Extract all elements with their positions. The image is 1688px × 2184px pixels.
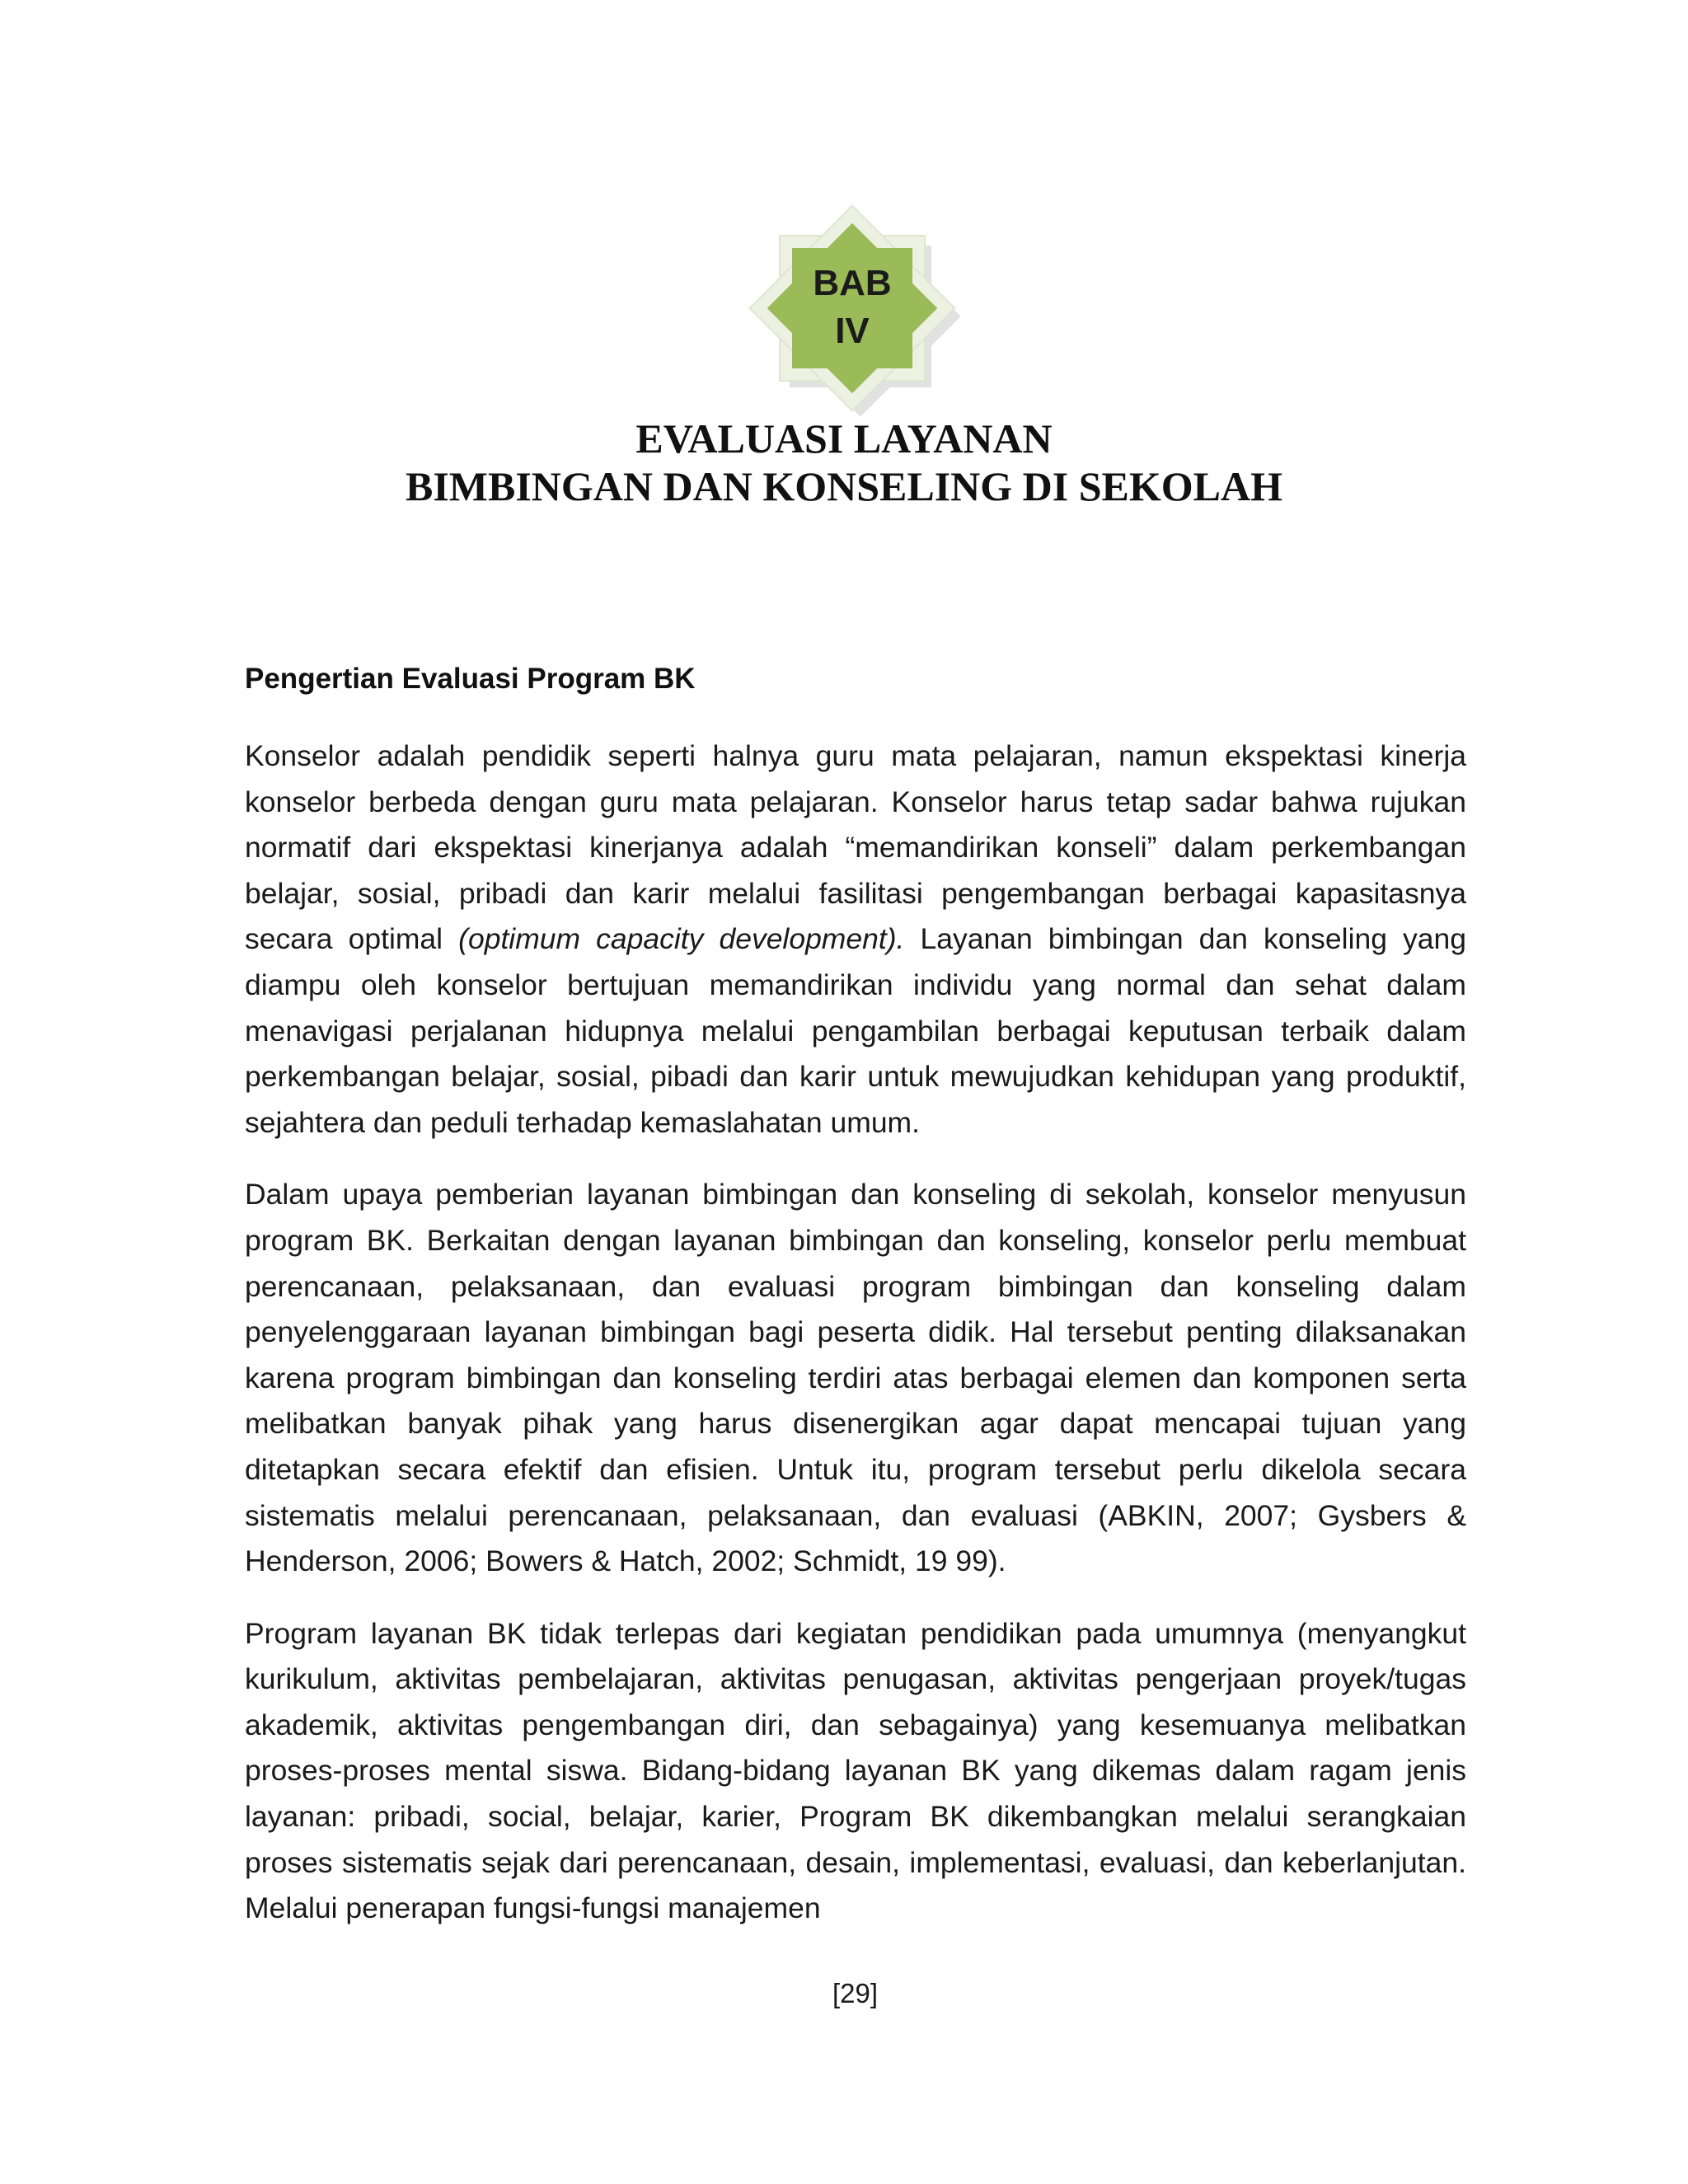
paragraph-3: Program layanan BK tidak terlepas dari kegiatan pendidikan pada umumnya (menyangkut kurikulum, aktivitas pembelajaran, aktivitas penugasan, aktivitas pengerjaan proyek/tugas akademik, aktivitas pengembangan diri, dan sebagainya) yang kesemuanya melibatkan proses-proses mental siswa. Bidang-bidang layanan BK yang dikemas dalam ragam jenis layanan: pribadi, social, belajar, karier, Program BK dikembangkan melalui serangkaian proses sistematis sejak dari perencanaan, desain, implementasi, evaluasi, dan keberlanjutan. Melalui penerapan fungsi-fungsi manajemen [245,1616,1466,1925]
paragraph-1-text-a: Konselor adalah pendidik seperti halnya guru mata pelajaran, namun ekspektasi kinerja konselor berbeda dengan guru mata pelajaran. Konselor harus tetap sadar bahwa rujukan normatif dari ekspektasi kinerjanya adalah “memandirikan konseli” dalam perkembangan belajar, sosial, pribadi dan karir melalui fasilitasi pengembangan berbagai kapasitasnya secara optimal [245,739,1466,956]
paragraph-1 [245,733,1466,1146]
chapter-title-line1: EVALUASI LAYANAN [635,415,1053,462]
paragraph-1-text-b: Layanan bimbingan dan konseling yang diampu oleh konselor bertujuan memandirikan individu yang normal dan sehat dalam menavigasi perjalanan hidupnya melalui pengambilan berbagai keputusan terbaik dalam perkembangan belajar, sosial, pibadi dan karir untuk mewujudkan kehidupan yang produktif, sejahtera dan peduli terhadap kemaslahatan umum. [245,922,1466,1139]
chapter-title [247,415,1441,510]
chapter-title-line2: BIMBINGAN DAN KONSELING DI SEKOLAH [405,463,1283,509]
chapter-badge [744,200,967,423]
page-number: [29] [832,1978,879,2008]
section-heading: Pengertian Evaluasi Program BK [245,663,696,695]
body-content [245,659,1466,1958]
chapter-badge-line2: IV [835,311,870,351]
paragraph-2: Dalam upaya pemberian layanan bimbingan dan konseling di sekolah, konselor menyusun program BK. Berkaitan dengan layanan bimbingan dan konseling, konselor perlu membuat perencanaan, pelaksanaan, dan evaluasi program bimbingan dan konseling dalam penyelenggaraan layanan bimbingan bagi peserta didik. Hal tersebut penting dilaksanakan karena program bimbingan dan konseling terdiri atas berbagai elemen dan komponen serta melibatkan banyak pihak yang harus disenergikan agar dapat mencapai tujuan yang ditetapkan secara efektif dan efisien. Untuk itu, program tersebut perlu dikelola secara sistematis melalui perencanaan, pelaksanaan, dan evaluasi (ABKIN, 2007; Gysbers & Henderson, 2006; Bowers & Hatch, 2002; Schmidt, 19 99). [245,1178,1466,1578]
chapter-badge-label [744,260,960,355]
chapter-badge-line1: BAB [813,263,892,303]
paragraph-1-italic: (optimum capacity development). [458,922,905,956]
